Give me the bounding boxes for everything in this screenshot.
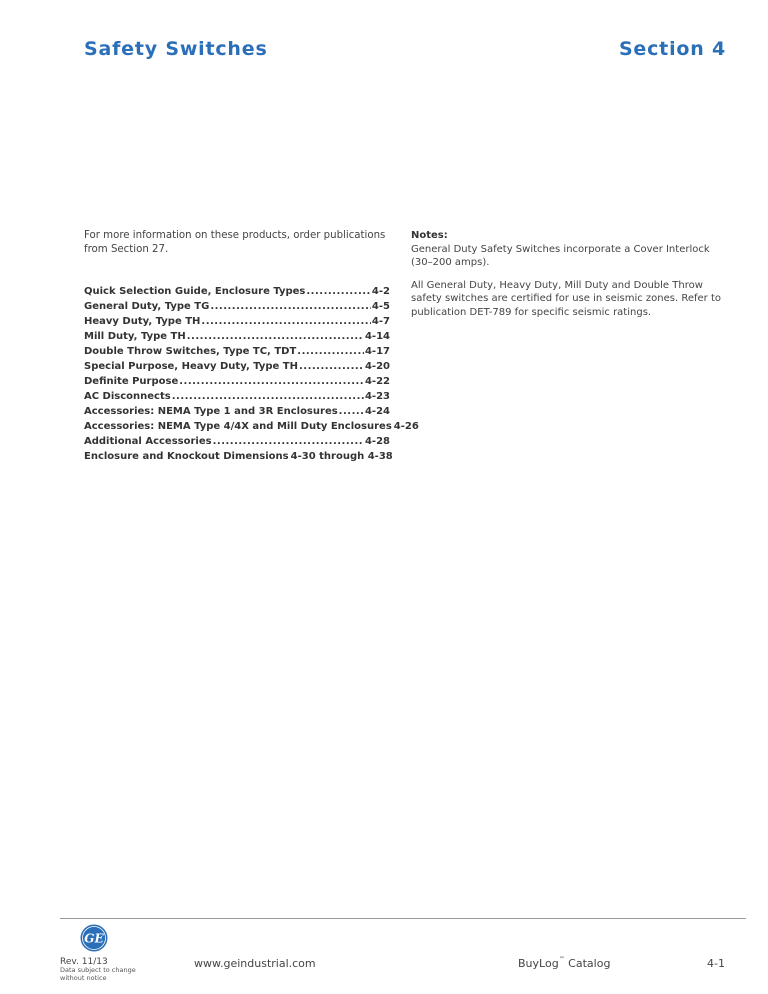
toc-label: Definite Purpose (84, 376, 179, 387)
toc-row (84, 419, 419, 434)
toc-label: Additional Accessories (84, 436, 212, 447)
toc-row (84, 404, 390, 419)
toc-label: Double Throw Switches, Type TC, TDT (84, 346, 297, 357)
toc-label: General Duty, Type TG (84, 301, 210, 312)
logo-lettering: GE (84, 931, 104, 946)
catalog-suffix: Catalog (564, 957, 611, 970)
toc-leader (210, 299, 371, 314)
toc-row (84, 329, 390, 344)
section-label: Section 4 (618, 38, 726, 60)
toc-leader (172, 389, 364, 404)
toc-row (84, 299, 390, 314)
footer-divider (60, 918, 746, 919)
notes-paragraph-1: General Duty Safety Switches incorporate a Cover Interlock (30–200 amps). (411, 243, 710, 268)
toc-leader (187, 329, 364, 344)
toc-leader (339, 404, 364, 419)
toc-row (84, 449, 393, 464)
toc-page: 4-5 (371, 301, 390, 312)
toc-row (84, 314, 390, 329)
toc-row (84, 344, 390, 359)
toc-label: Accessories: NEMA Type 1 and 3R Enclosures (84, 406, 338, 417)
notes-block (411, 229, 721, 319)
toc-page: 4-23 (364, 391, 390, 402)
toc-label: AC Disconnects (84, 391, 171, 402)
toc-row (84, 389, 390, 404)
catalog-brand: BuyLog (518, 957, 559, 970)
revision-label: Rev. 11/13 (60, 957, 108, 967)
ge-logo-icon (80, 924, 108, 952)
table-of-contents (84, 284, 419, 464)
toc-row (84, 434, 390, 449)
toc-page: 4-7 (371, 316, 390, 327)
toc-leader (201, 314, 371, 329)
toc-page: 4-24 (364, 406, 390, 417)
toc-page: 4-14 (364, 331, 390, 342)
toc-leader (213, 434, 364, 449)
intro-text: For more information on these products, order publications from Section 27. (84, 230, 386, 255)
toc-row (84, 374, 390, 389)
toc-page: 4-30 through 4-38 (290, 451, 393, 462)
toc-row (84, 284, 390, 299)
toc-label: Heavy Duty, Type TH (84, 316, 201, 327)
toc-page: 4-22 (364, 376, 390, 387)
toc-label: Mill Duty, Type TH (84, 331, 186, 342)
trademark-mark: ™ (558, 956, 565, 963)
toc-leader (299, 359, 364, 374)
website-url: www.geindustrial.com (194, 957, 316, 970)
toc-leader (297, 344, 364, 359)
toc-label: Special Purpose, Heavy Duty, Type TH (84, 361, 298, 372)
toc-page: 4-28 (364, 436, 390, 447)
toc-row (84, 359, 390, 374)
toc-page: 4-26 (393, 421, 419, 432)
toc-label: Accessories: NEMA Type 4/4X and Mill Duty Enclosures (84, 421, 392, 432)
toc-leader (179, 374, 364, 389)
page-title: Safety Switches (84, 38, 268, 60)
page-number: 4-1 (707, 957, 725, 970)
notes-paragraph-2: All General Duty, Heavy Duty, Mill Duty and Double Throw safety switches are certified for use in seismic zones. Refer to publication DET-789 for specific seismic ratings. (411, 279, 722, 318)
catalog-name (518, 957, 610, 970)
toc-page: 4-20 (364, 361, 390, 372)
toc-label: Enclosure and Knockout Dimensions (84, 451, 289, 462)
notes-title: Notes: (411, 230, 448, 241)
revision-note: Data subject to change without notice (60, 966, 136, 982)
toc-page: 4-2 (371, 286, 390, 297)
toc-page: 4-17 (364, 346, 390, 357)
toc-leader (306, 284, 371, 299)
toc-label: Quick Selection Guide, Enclosure Types (84, 286, 306, 297)
